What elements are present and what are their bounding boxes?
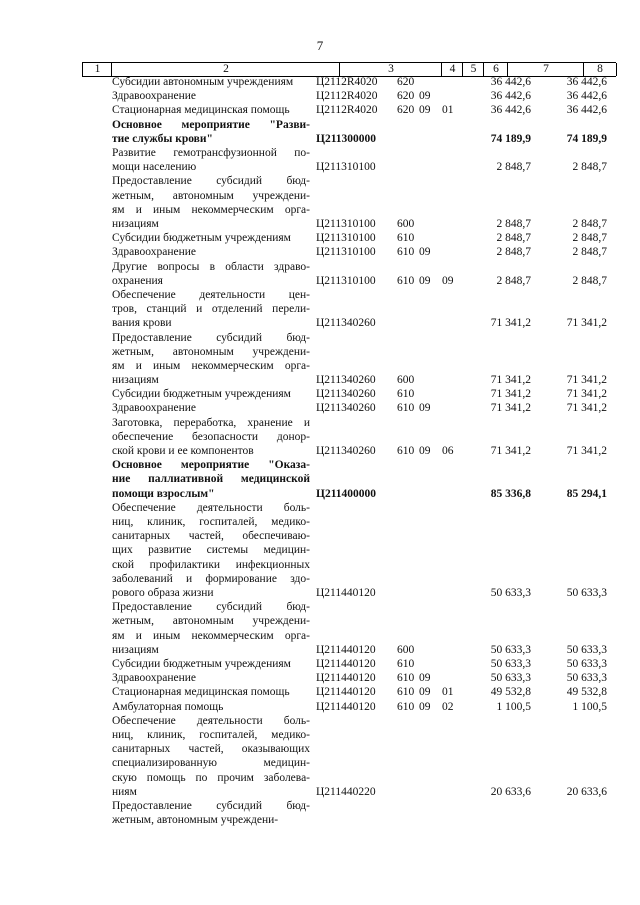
target-article-code: Ц211310100 <box>316 246 376 259</box>
amount-col-8: 36 442,6 <box>566 90 607 103</box>
description-line: щих развитие системы медицин- <box>112 544 310 557</box>
description-line: санитарных частей, обеспечиваю- <box>112 530 310 543</box>
description-line: ям и иным некоммерческим орга- <box>112 629 310 642</box>
description-line: жетным, автономным учреждени- <box>112 814 279 827</box>
amount-col-8: 71 341,2 <box>566 445 607 458</box>
row-description <box>112 700 310 714</box>
amount-col-7: 71 341,2 <box>490 388 531 401</box>
description-line: Предоставление субсидий бюд- <box>112 331 310 344</box>
amount-col-7: 74 189,9 <box>490 132 531 145</box>
subsection-code: 02 <box>442 700 454 713</box>
row-description <box>112 245 310 259</box>
amount-col-7: 2 848,7 <box>496 246 531 259</box>
section-code: 09 <box>419 445 431 458</box>
row-description <box>112 401 310 415</box>
table-row <box>0 231 640 245</box>
amount-col-7: 2 848,7 <box>496 161 531 174</box>
description-line: специализированную медицин- <box>112 757 310 770</box>
table-row <box>0 75 640 89</box>
amount-col-7: 49 532,8 <box>490 686 531 699</box>
expense-type-code: 610 <box>397 246 415 259</box>
description-line: Субсидии бюджетным учреждениям <box>112 388 291 401</box>
table-row <box>0 600 640 657</box>
expense-type-code: 610 <box>397 232 415 245</box>
description-line: Предоставление субсидий бюд- <box>112 799 310 812</box>
target-article-code: Ц211310100 <box>316 274 376 287</box>
description-line: Здравоохранение <box>112 90 197 103</box>
row-description <box>112 799 310 827</box>
amount-col-7: 50 633,3 <box>490 658 531 671</box>
amount-col-7: 50 633,3 <box>490 672 531 685</box>
table-row <box>0 146 640 174</box>
target-article-code: Ц211440120 <box>316 700 376 713</box>
description-line: ниц, клиник, госпиталей, медико- <box>112 516 310 529</box>
table-row <box>0 700 640 714</box>
row-description <box>112 331 310 388</box>
description-line: Здравоохранение <box>112 672 197 685</box>
table-row <box>0 387 640 401</box>
table-row <box>0 657 640 671</box>
description-line: Субсидии автономным учреждениям <box>112 76 294 88</box>
table-row <box>0 685 640 699</box>
row-description <box>112 146 310 174</box>
description-line: санитарных частей, оказывающих <box>112 743 310 756</box>
amount-col-7: 71 341,2 <box>490 374 531 387</box>
amount-col-8: 2 848,7 <box>572 246 607 259</box>
description-line: низациям <box>112 374 159 387</box>
description-line: ние паллиативной медицинской <box>112 473 310 486</box>
description-line: Основное мероприятие "Разви- <box>112 118 310 131</box>
amount-col-8: 71 341,2 <box>566 402 607 415</box>
description-line: низациям <box>112 643 159 656</box>
description-line: ниц, клиник, госпиталей, медико- <box>112 728 310 741</box>
table-row <box>0 458 640 501</box>
expense-type-code: 610 <box>397 686 415 699</box>
row-description <box>112 89 310 103</box>
amount-col-7: 2 848,7 <box>496 217 531 230</box>
description-line: Стационарная медицинская помощь <box>112 686 290 699</box>
amount-col-7: 36 442,6 <box>490 104 531 117</box>
description-line: Другие вопросы в области здраво- <box>112 260 310 273</box>
amount-col-8: 50 633,3 <box>566 643 607 656</box>
target-article-code: Ц211340260 <box>316 317 376 330</box>
table-body <box>0 75 640 827</box>
target-article-code: Ц2112R4020 <box>316 76 378 88</box>
description-line: ниям <box>112 785 137 798</box>
expense-type-code: 610 <box>397 700 415 713</box>
subsection-code: 09 <box>442 274 454 287</box>
section-code: 09 <box>419 90 431 103</box>
row-description <box>112 685 310 699</box>
target-article-code: Ц211440120 <box>316 643 376 656</box>
description-line: рового образа жизни <box>112 586 214 599</box>
amount-col-7: 2 848,7 <box>496 274 531 287</box>
row-description <box>112 288 310 331</box>
target-article-code: Ц211440120 <box>316 658 376 671</box>
description-line: помощи взрослым" <box>112 487 215 500</box>
amount-col-7: 20 633,6 <box>490 785 531 798</box>
description-line: мощи населению <box>112 161 197 174</box>
description-line: Здравоохранение <box>112 246 197 259</box>
description-line: ям и иным некоммерческим орга- <box>112 203 310 216</box>
description-line: ской крови и ее компонентов <box>112 445 254 458</box>
amount-col-7: 71 341,2 <box>490 317 531 330</box>
description-line: Предоставление субсидий бюд- <box>112 175 310 188</box>
expense-type-code: 610 <box>397 388 415 401</box>
section-code: 09 <box>419 104 431 117</box>
description-line: жетным, автономным учреждени- <box>112 189 310 202</box>
section-code: 09 <box>419 246 431 259</box>
description-line: Обеспечение деятельности боль- <box>112 714 310 727</box>
table-row <box>0 501 640 600</box>
amount-col-8: 2 848,7 <box>572 232 607 245</box>
description-line: охранения <box>112 274 163 287</box>
expense-type-code: 600 <box>397 643 415 656</box>
description-line: Здравоохранение <box>112 402 197 415</box>
row-description <box>112 231 310 245</box>
description-line: Амбулаторная помощь <box>112 700 224 713</box>
amount-col-7: 50 633,3 <box>490 643 531 656</box>
header-col-6: 6 <box>483 63 508 76</box>
expense-type-code: 600 <box>397 217 415 230</box>
description-line: ской профилактики инфекционных <box>112 558 310 571</box>
row-description <box>112 103 310 117</box>
description-line: Стационарная медицинская помощь <box>112 104 290 117</box>
table-row <box>0 174 640 231</box>
header-col-2: 2 <box>111 63 340 76</box>
amount-col-8: 36 442,6 <box>566 76 607 88</box>
amount-col-8: 36 442,6 <box>566 104 607 117</box>
section-code: 09 <box>419 402 431 415</box>
table-row <box>0 288 640 331</box>
amount-col-8: 49 532,8 <box>566 686 607 699</box>
expense-type-code: 610 <box>397 445 415 458</box>
amount-col-8: 74 189,9 <box>566 132 607 145</box>
target-article-code: Ц211310100 <box>316 161 376 174</box>
row-description <box>112 600 310 657</box>
description-line: Заготовка, переработка, хранение и <box>112 416 310 429</box>
expense-type-code: 610 <box>397 402 415 415</box>
table-row <box>0 401 640 415</box>
target-article-code: Ц211340260 <box>316 445 376 458</box>
description-line: Предоставление субсидий бюд- <box>112 601 310 614</box>
target-article-code: Ц211300000 <box>316 132 377 145</box>
subsection-code: 01 <box>442 104 454 117</box>
target-article-code: Ц211440120 <box>316 672 376 685</box>
header-col-7: 7 <box>507 63 584 76</box>
target-article-code: Ц211440120 <box>316 686 376 699</box>
amount-col-7: 2 848,7 <box>496 232 531 245</box>
amount-col-8: 71 341,2 <box>566 388 607 401</box>
row-description <box>112 118 310 146</box>
target-article-code: Ц211340260 <box>316 374 376 387</box>
amount-col-7: 36 442,6 <box>490 76 531 88</box>
description-line: низациям <box>112 217 159 230</box>
table-row <box>0 799 640 827</box>
amount-col-8: 50 633,3 <box>566 658 607 671</box>
amount-col-7: 85 336,8 <box>490 487 531 500</box>
amount-col-8: 71 341,2 <box>566 374 607 387</box>
row-description <box>112 174 310 231</box>
description-line: жетным, автономным учреждени- <box>112 615 310 628</box>
table-row <box>0 671 640 685</box>
amount-col-7: 1 100,5 <box>496 700 531 713</box>
amount-col-7: 50 633,3 <box>490 587 531 600</box>
subsection-code: 01 <box>442 686 454 699</box>
amount-col-8: 2 848,7 <box>572 217 607 230</box>
page-number: 7 <box>316 38 324 53</box>
row-description <box>112 458 310 501</box>
target-article-code: Ц211400000 <box>316 487 377 500</box>
target-article-code: Ц211340260 <box>316 402 376 415</box>
row-description <box>112 501 310 600</box>
description-line: Обеспечение деятельности боль- <box>112 501 310 514</box>
target-article-code: Ц211310100 <box>316 232 376 245</box>
target-article-code: Ц2112R4020 <box>316 104 378 117</box>
expense-type-code: 620 <box>397 76 415 88</box>
description-line: скую помощь по прочим заболева- <box>112 771 310 784</box>
table-row <box>0 331 640 388</box>
description-line: Развитие гемотрансфузионной по- <box>112 146 310 159</box>
table-row <box>0 118 640 146</box>
amount-col-8: 50 633,3 <box>566 672 607 685</box>
expense-type-code: 610 <box>397 672 415 685</box>
target-article-code: Ц211440220 <box>316 785 376 798</box>
header-col-4: 4 <box>441 63 463 76</box>
description-line: Субсидии бюджетным учреждениям <box>112 232 291 245</box>
subsection-code: 06 <box>442 445 454 458</box>
amount-col-8: 71 341,2 <box>566 317 607 330</box>
amount-col-8: 2 848,7 <box>572 274 607 287</box>
table-row <box>0 89 640 103</box>
row-description <box>112 387 310 401</box>
description-line: жетным, автономным учреждени- <box>112 345 310 358</box>
amount-col-7: 71 341,2 <box>490 402 531 415</box>
row-description <box>112 671 310 685</box>
amount-col-8: 85 294,1 <box>566 487 607 500</box>
expense-type-code: 620 <box>397 90 415 103</box>
amount-col-8: 1 100,5 <box>572 700 607 713</box>
description-line: ям и иным некоммерческим орга- <box>112 359 310 372</box>
row-description <box>112 657 310 671</box>
amount-col-8: 20 633,6 <box>566 785 607 798</box>
header-col-8: 8 <box>583 63 617 76</box>
expense-type-code: 610 <box>397 658 415 671</box>
table-row <box>0 416 640 459</box>
row-description <box>112 416 310 459</box>
section-code: 09 <box>419 672 431 685</box>
description-line: тров, станций и отделений перели- <box>112 303 310 316</box>
amount-col-8: 50 633,3 <box>566 587 607 600</box>
table-row <box>0 714 640 799</box>
table-row <box>0 260 640 288</box>
description-line: обеспечение безопасности донор- <box>112 430 310 443</box>
header-col-3: 3 <box>339 63 442 76</box>
amount-col-8: 2 848,7 <box>572 161 607 174</box>
target-article-code: Ц2112R4020 <box>316 90 378 103</box>
table-row <box>0 103 640 117</box>
target-article-code: Ц211440120 <box>316 587 376 600</box>
table-row <box>0 245 640 259</box>
row-description <box>112 260 310 288</box>
description-line: Обеспечение деятельности цен- <box>112 288 310 301</box>
expense-type-code: 620 <box>397 104 415 117</box>
description-line: заболеваний и формирование здо- <box>112 572 310 585</box>
target-article-code: Ц211340260 <box>316 388 376 401</box>
amount-col-7: 71 341,2 <box>490 445 531 458</box>
description-line: тие службы крови" <box>112 132 213 145</box>
description-line: вания крови <box>112 317 172 330</box>
amount-col-7: 36 442,6 <box>490 90 531 103</box>
description-line: Основное мероприятие "Оказа- <box>112 459 310 472</box>
section-code: 09 <box>419 700 431 713</box>
row-description <box>112 75 310 89</box>
row-description <box>112 714 310 799</box>
expense-type-code: 600 <box>397 374 415 387</box>
description-line: Субсидии бюджетным учреждениям <box>112 658 291 671</box>
expense-type-code: 610 <box>397 274 415 287</box>
section-code: 09 <box>419 686 431 699</box>
section-code: 09 <box>419 274 431 287</box>
header-col-5: 5 <box>462 63 484 76</box>
target-article-code: Ц211310100 <box>316 217 376 230</box>
header-col-1: 1 <box>82 63 112 76</box>
